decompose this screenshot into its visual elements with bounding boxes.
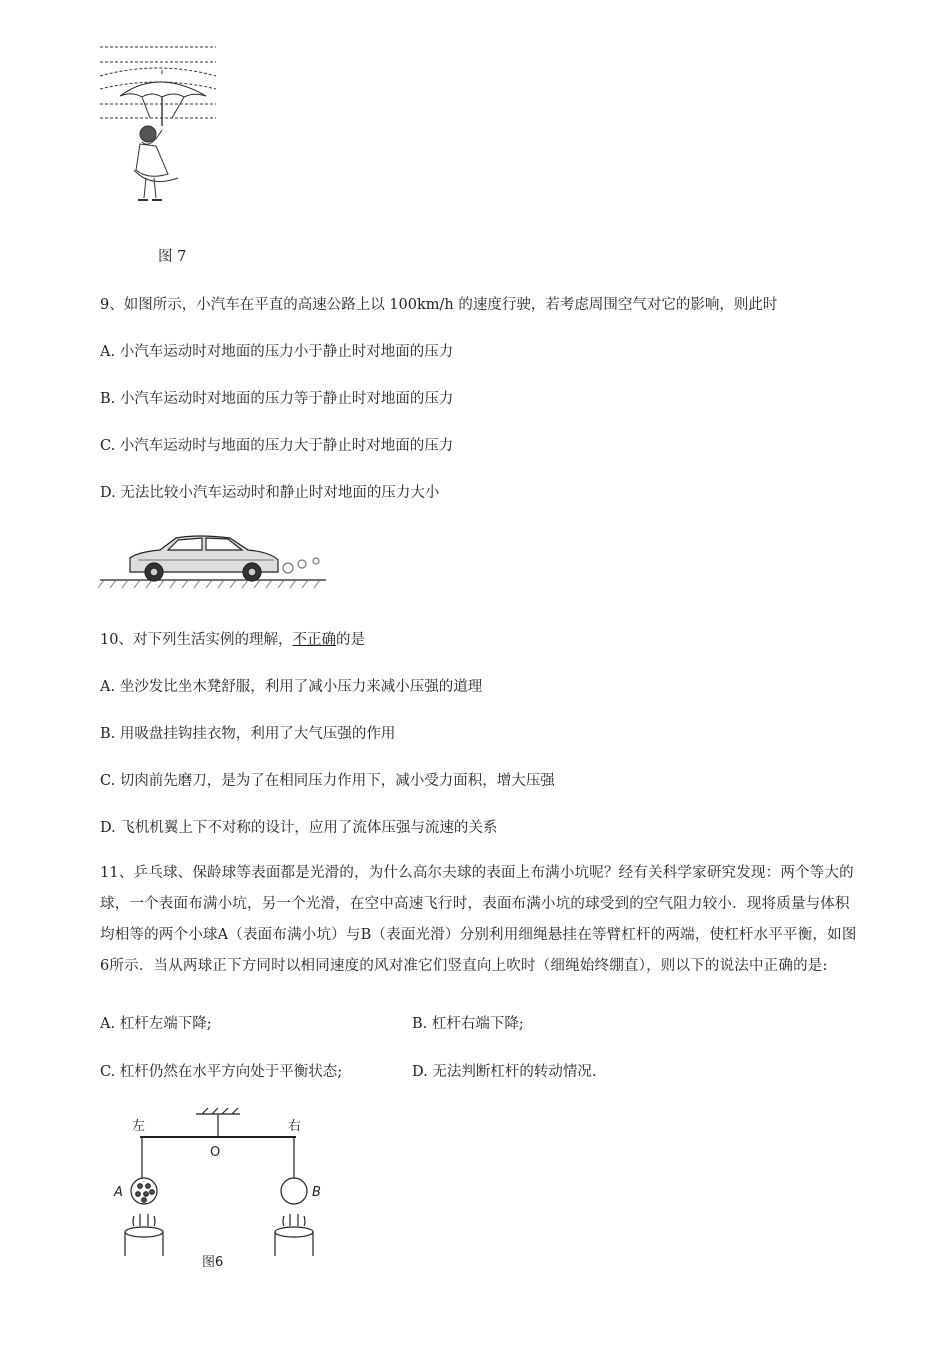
question-9-stem: 9、如图所示，小汽车在平直的高速公路上以 100km/h 的速度行驶，若考虑周围空气对它的影响，则此时 — [100, 297, 778, 313]
question-11-stem: 11、乒乓球、保龄球等表面都是光滑的，为什么高尔夫球的表面上布满小坑呢？经有关科学家研究发现：两个等大的球，一个表面布满小坑，另一个光滑，在空中高速飞行时，表面布满小坑的球受到的空气阻力较小．现将质量与体积均相等的两个小球A（表面布满小坑）与B（表面光滑）分别利用细绳悬挂在等臂杠杆的两端，使杠杆水平平衡，如图6所示．当从两球正下方同时以相同速度的风对准它们竖直向上吹时（细绳始终绷直），则以下的说法中正确的是: — [100, 865, 857, 974]
question-10-stem-underlined: 不正确 — [292, 632, 336, 648]
question-9-option-d: D. 无法比较小汽车运动时和静止时对地面的压力大小 — [100, 485, 440, 501]
question-9-option-a: A. 小汽车运动时对地面的压力小于静止时对地面的压力 — [100, 344, 454, 360]
ball-a-label: A — [114, 1185, 123, 1200]
question-11-option-c: C. 杠杆仍然在水平方向处于平衡状态; — [100, 1064, 343, 1080]
question-10-option-d: D. 飞机机翼上下不对称的设计，应用了流体压强与流速的关系 — [100, 820, 498, 836]
question-10-option-b: B. 用吸盘挂钩挂衣物，利用了大气压强的作用 — [100, 726, 396, 742]
ball-b-label: B — [312, 1185, 321, 1200]
question-11-option-a: A. 杠杆左端下降; — [100, 1016, 212, 1032]
question-10-stem — [100, 630, 365, 650]
lever-figure — [108, 1104, 334, 1272]
question-9-option-c: C. 小汽车运动时与地面的压力大于静止时对地面的压力 — [100, 438, 454, 454]
lever-right-label: 右 — [288, 1119, 302, 1134]
question-10-option-a: A. 坐沙发比坐木凳舒服，利用了减小压力来减小压强的道理 — [100, 679, 483, 695]
question-10-stem-prefix: 10、对下列生活实例的理解， — [100, 632, 293, 648]
question-10-stem-suffix: 的是 — [335, 632, 365, 648]
car-figure — [98, 528, 328, 592]
question-9-option-b: B. 小汽车运动时对地面的压力等于静止时对地面的压力 — [100, 391, 454, 407]
question-11-option-d: D. 无法判断杠杆的转动情况. — [412, 1064, 597, 1080]
lever-pivot-label: O — [210, 1145, 221, 1160]
figure-6-caption: 图6 — [202, 1255, 224, 1270]
question-11-option-b: B. 杠杆右端下降; — [412, 1016, 524, 1032]
figure-7-caption: 图 7 — [158, 249, 187, 265]
question-10-option-c: C. 切肉前先磨刀，是为了在相同压力作用下，减小受力面积，增大压强 — [100, 773, 555, 789]
umbrella-figure — [98, 42, 222, 208]
lever-left-label: 左 — [132, 1119, 146, 1134]
